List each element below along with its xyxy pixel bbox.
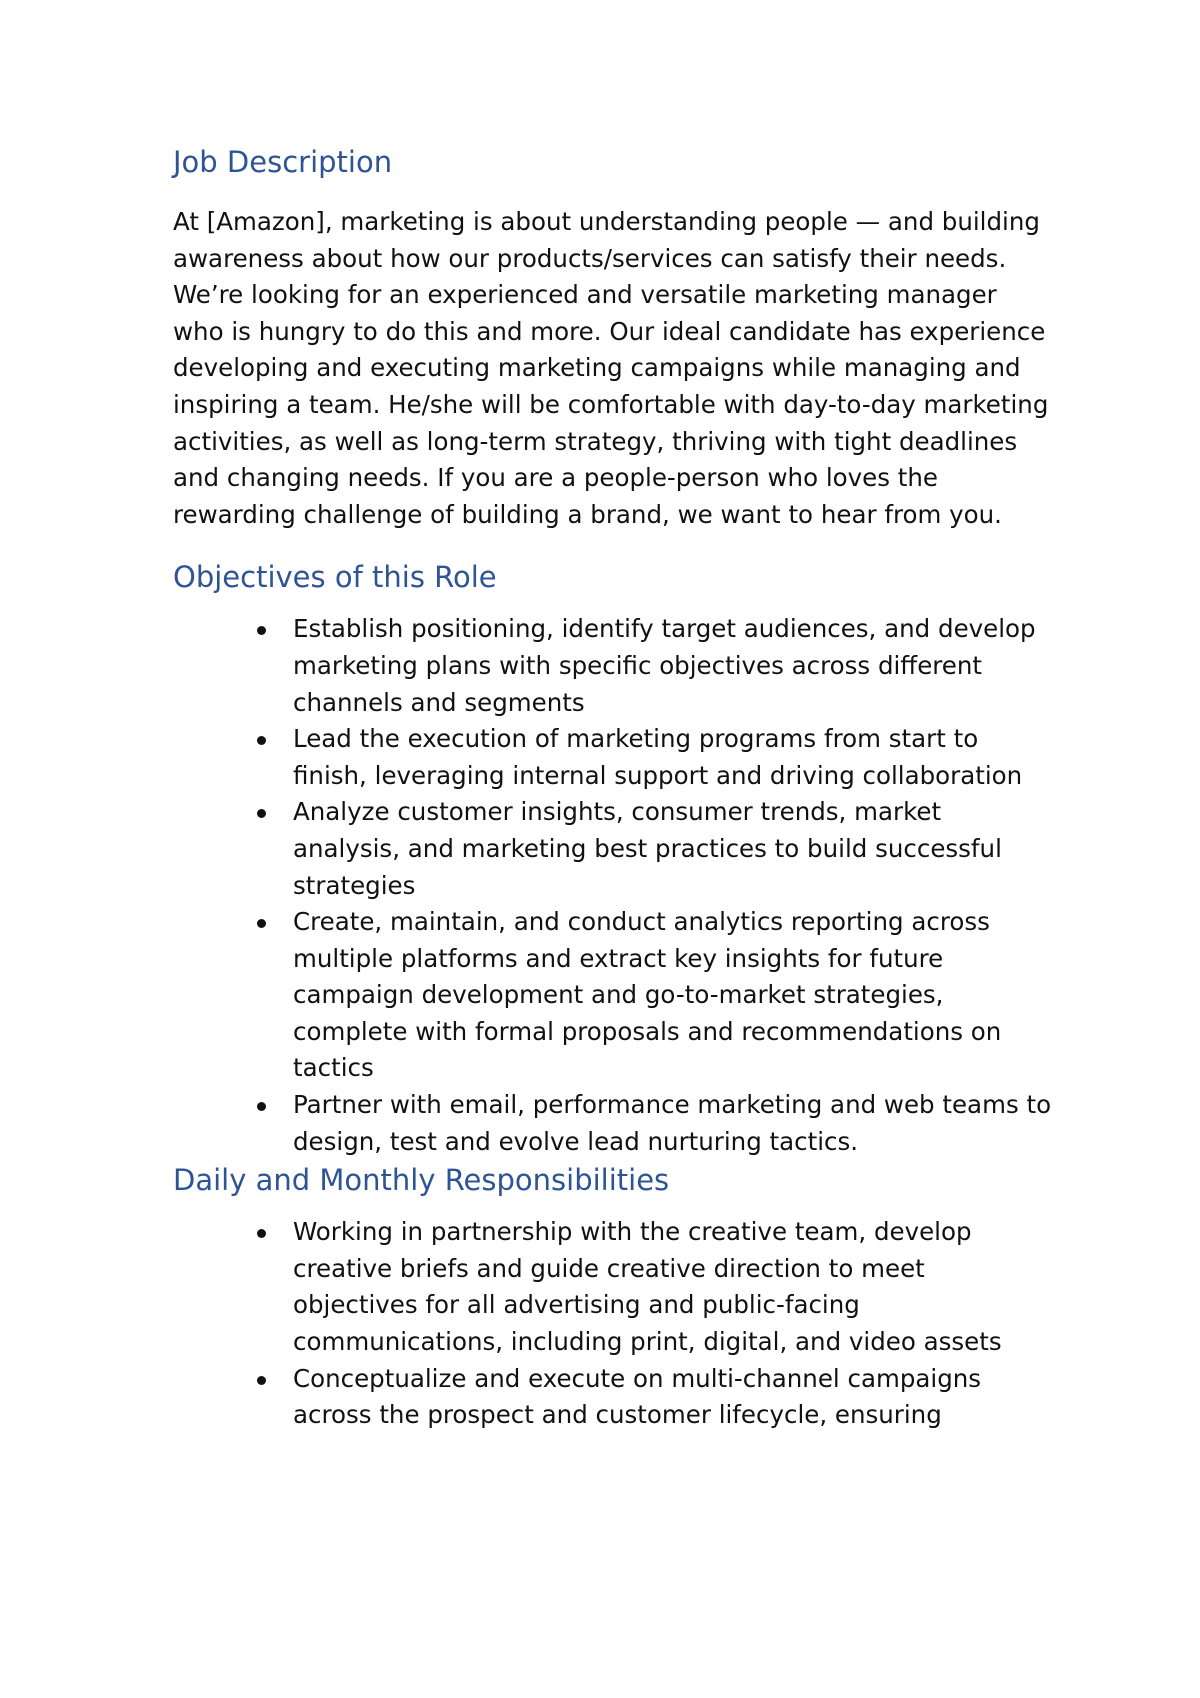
- objectives-heading: Objectives of this Role: [173, 560, 497, 595]
- list-item: [293, 721, 1053, 794]
- list-item: [293, 794, 1053, 904]
- list-item: [293, 904, 1053, 1087]
- list-item: [293, 1087, 1053, 1160]
- responsibilities-heading: Daily and Monthly Responsibilities: [173, 1163, 670, 1198]
- bullet-icon: [257, 1376, 266, 1385]
- list-item-text: Partner with email, performance marketing and web teams to design, test and evolve lead nurturing tactics.: [293, 1090, 1052, 1156]
- list-item: [293, 611, 1053, 721]
- job-description-paragraph: At [Amazon], marketing is about understanding people — and building awareness about how our products/services can satisfy their needs. We’re looking for an experienced and versatile marketing manager who is hungry to do this and more. Our ideal candidate has experience developing and executing marketing campaigns while managing and inspiring a team. He/she will be comfortable with day-to-day marketing activities, as well as long-term strategy, thriving with tight deadlines and changing needs. If you are a people-person who loves the rewarding challenge of building a brand, we want to hear from you.: [173, 207, 1049, 529]
- bullet-icon: [257, 1102, 266, 1111]
- document-page: [173, 142, 1053, 1434]
- bullet-icon: [257, 919, 266, 928]
- list-item-text: Create, maintain, and conduct analytics reporting across multiple platforms and extract key insights for future campaign development and go-to-market strategies, complete with formal proposals and recommendations on tactics: [293, 907, 1002, 1083]
- list-item: [293, 1214, 1053, 1360]
- list-item-text: Conceptualize and execute on multi-channel campaigns across the prospect and customer lifecycle, ensuring: [293, 1363, 982, 1430]
- list-item-text: Working in partnership with the creative team, develop creative briefs and guide creative direction to meet objectives for all advertising and public-facing communications, including print, digital, and video assets: [293, 1217, 1002, 1357]
- bullet-icon: [257, 626, 266, 635]
- list-item-text: Analyze customer insights, consumer trends, market analysis, and marketing best practices to build successful strategies: [293, 797, 1002, 900]
- bullet-icon: [257, 1229, 266, 1238]
- job-description-heading: Job Description: [173, 145, 393, 179]
- objectives-list: [173, 611, 1053, 1160]
- bullet-icon: [257, 736, 266, 745]
- list-item: [293, 1361, 1053, 1434]
- responsibilities-list: [173, 1214, 1053, 1434]
- bullet-icon: [257, 809, 266, 818]
- list-item-text: Establish positioning, identify target audiences, and develop marketing plans with specific objectives across different channels and segments: [293, 614, 1036, 717]
- list-item-text: Lead the execution of marketing programs from start to finish, leveraging internal support and driving collaboration: [293, 724, 1023, 790]
